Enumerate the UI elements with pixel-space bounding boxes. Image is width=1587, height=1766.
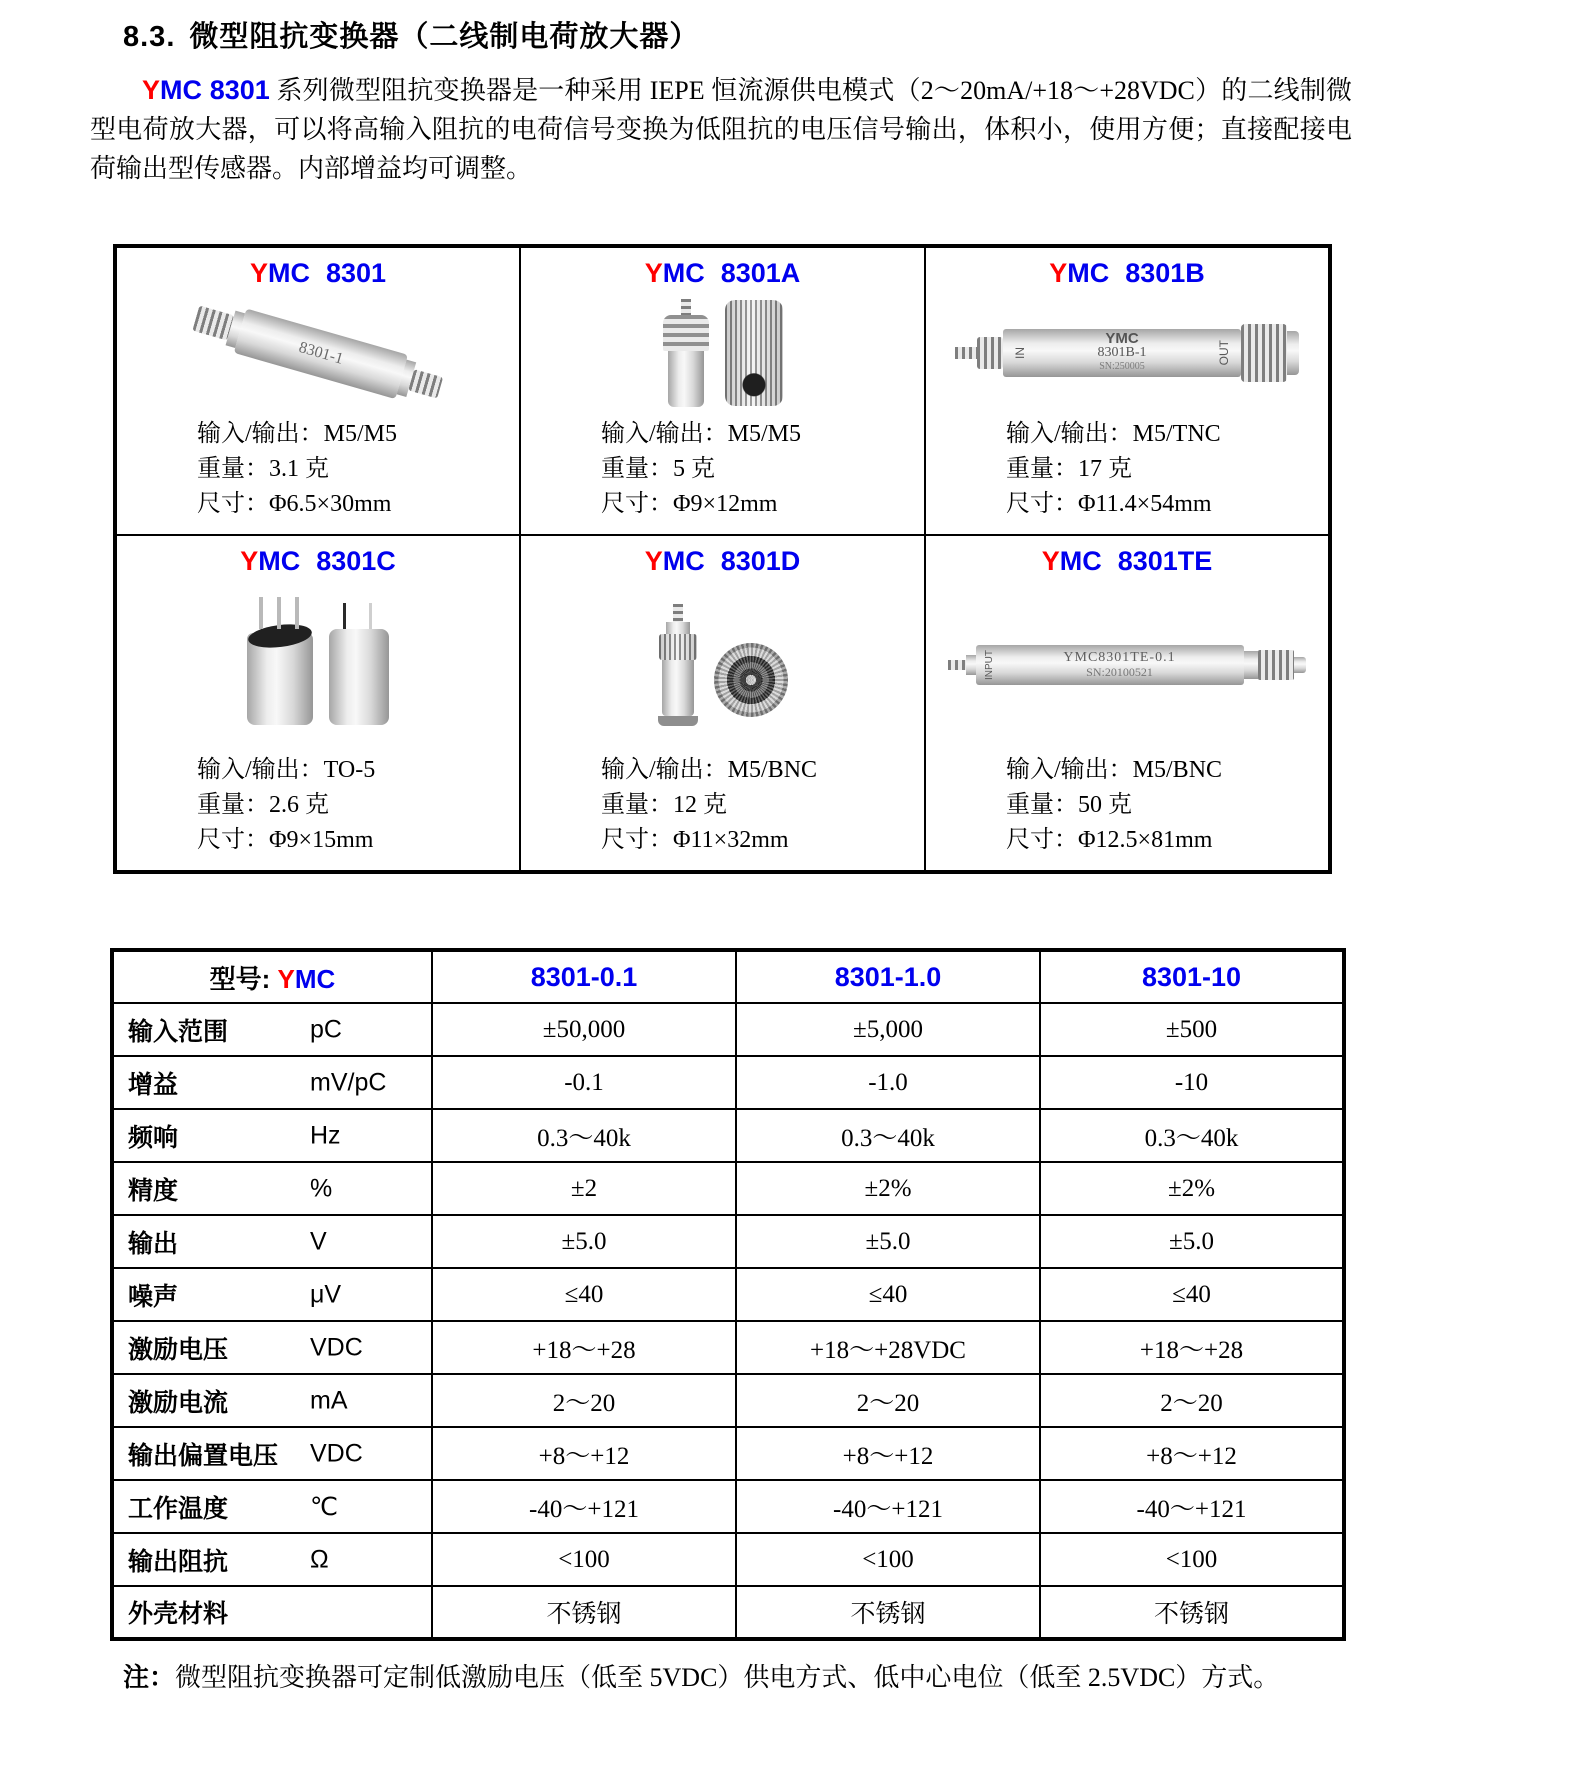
spec-value: +8～+12: [736, 1427, 1040, 1480]
spec-label: 激励电压: [128, 1335, 229, 1364]
spec-unit: ℃: [310, 1492, 339, 1521]
spec-unit: VDC: [310, 1439, 363, 1467]
spec-label: 外壳材料: [128, 1600, 229, 1628]
spec-value: 不锈钢: [736, 1586, 1040, 1639]
spec-row-excitation-voltage: [112, 1321, 1344, 1374]
spec-row-frequency: [112, 1109, 1344, 1162]
product-specs: [117, 417, 519, 534]
spec-value: +18～+28: [1040, 1321, 1344, 1374]
photo-label: 8301-1: [296, 338, 346, 368]
spec-unit: Hz: [310, 1121, 341, 1149]
product-model-8301a: [521, 248, 924, 289]
spec-size: 尺寸：Φ9×12mm: [601, 491, 778, 517]
spec-size: 尺寸：Φ6.5×30mm: [197, 491, 392, 517]
spec-weight: 重量：5 克: [601, 456, 715, 482]
spec-unit: Ω: [310, 1545, 329, 1573]
spec-label: 频响: [128, 1123, 179, 1152]
spec-label: 噪声: [128, 1282, 179, 1311]
stud-icon: [673, 604, 683, 622]
stud-icon: [955, 347, 977, 359]
spec-value: ≤40: [736, 1268, 1040, 1321]
spec-label: 输入范围: [128, 1017, 229, 1046]
footnote-text: 微型阻抗变换器可定制低激励电压（低至 5VDC）供电方式、低中心电位（低至 2.5VDC）方式。: [175, 1663, 1280, 1692]
spec-value: -40～+121: [1040, 1480, 1344, 1533]
spec-value: +18～+28: [432, 1321, 736, 1374]
bnc-connector-icon: [714, 643, 788, 717]
product-cell-8301te: [925, 535, 1330, 872]
product-specs: [521, 417, 924, 534]
spec-weight: 重量：17 克: [1006, 456, 1132, 482]
spec-value: <100: [432, 1533, 736, 1586]
spec-label: 精度: [128, 1176, 179, 1205]
model-number: 8301TE: [1117, 546, 1213, 576]
spec-io: 输入/输出：M5/BNC: [601, 757, 818, 783]
section-number: 8.3.: [123, 21, 176, 53]
spec-io: 输入/输出：M5/BNC: [1006, 757, 1223, 783]
spec-weight: 重量：2.6 克: [197, 792, 329, 818]
spec-value: 0.3～40k: [1040, 1109, 1344, 1162]
brand-y: Y: [644, 546, 663, 576]
products-table: [113, 244, 1332, 874]
product-specs: [521, 753, 924, 870]
product-photo-8301d: [521, 577, 924, 753]
photo-label-in: IN: [1013, 347, 1027, 359]
spec-value: ±5.0: [432, 1215, 736, 1268]
spec-weight: 重量：12 克: [601, 792, 727, 818]
product-specs: [926, 417, 1328, 534]
spec-label: 输出偏置电压: [128, 1441, 279, 1470]
photo-label-out: OUT: [1217, 340, 1231, 366]
photo-brand: YMC: [1105, 330, 1139, 347]
brand-mc: MC: [1067, 258, 1110, 288]
spec-unit: μV: [310, 1280, 342, 1308]
model-number: 8301A: [720, 258, 801, 288]
spec-header-model-label: 型号: YMC: [112, 950, 432, 1003]
brand-y: Y: [240, 546, 259, 576]
spec-value: ±5.0: [736, 1215, 1040, 1268]
thread-end-icon: [408, 369, 443, 398]
product-cell-8301: [115, 246, 520, 535]
spec-weight: 重量：50 克: [1006, 792, 1132, 818]
spec-row-output-impedance: [112, 1533, 1344, 1586]
spec-value: ±2%: [736, 1162, 1040, 1215]
spec-size: 尺寸：Φ11×32mm: [601, 827, 789, 853]
spec-row-noise: [112, 1268, 1344, 1321]
photo-serial: SN:20100521: [1086, 665, 1153, 679]
brand-mc: MC: [662, 258, 705, 288]
model-number: 8301C: [316, 546, 396, 576]
model-number: 8301B: [1125, 258, 1205, 288]
footnote-prefix: 注：: [123, 1663, 176, 1692]
spec-unit: mV/pC: [310, 1068, 387, 1096]
spec-io: 输入/输出：M5/M5: [601, 421, 802, 447]
spec-header-row: [112, 950, 1344, 1003]
spec-value: -10: [1040, 1056, 1344, 1109]
spec-value: -0.1: [432, 1056, 736, 1109]
spec-unit: V: [310, 1227, 327, 1255]
spec-value: 0.3～40k: [736, 1109, 1040, 1162]
spec-row-gain: [112, 1056, 1344, 1109]
spec-value: ≤40: [432, 1268, 736, 1321]
spec-row-output-bias-voltage: [112, 1427, 1344, 1480]
bnc-plug-icon: [1258, 650, 1294, 680]
product-specs: [117, 753, 519, 870]
intro-paragraph: [90, 71, 1352, 188]
product-specs: [926, 753, 1328, 870]
photo-model: YMC8301TE-0.1: [1063, 650, 1176, 665]
product-model-8301d: [521, 536, 924, 577]
spec-row-accuracy: [112, 1162, 1344, 1215]
spec-header-model-2: 8301-1.0: [736, 950, 1040, 1003]
photo-serial: SN:250005: [1099, 361, 1145, 372]
spec-unit: mA: [310, 1386, 348, 1414]
section-heading: [123, 14, 1587, 55]
footnote: [123, 1657, 1587, 1694]
spec-value: ±500: [1040, 1003, 1344, 1056]
spec-row-case-material: [112, 1586, 1344, 1639]
product-model-8301c: [117, 536, 519, 577]
spec-value: 2～20: [736, 1374, 1040, 1427]
tnc-connector-icon: [1241, 324, 1287, 382]
spec-unit: %: [310, 1174, 333, 1202]
product-model-8301b: [926, 248, 1328, 289]
photo-label-input: INPUT: [984, 650, 995, 680]
product-cell-8301b: [925, 246, 1330, 535]
spec-io: 输入/输出：M5/M5: [197, 421, 398, 447]
product-photo-8301b: [926, 289, 1328, 417]
brand-mc: MC: [267, 258, 310, 288]
spec-unit: pC: [310, 1015, 342, 1043]
spec-size: 尺寸：Φ9×15mm: [197, 827, 374, 853]
product-photo-8301te: [926, 577, 1328, 753]
spec-value: ±5.0: [1040, 1215, 1344, 1268]
spec-size: 尺寸：Φ11.4×54mm: [1006, 491, 1212, 517]
product-cell-8301d: [520, 535, 925, 872]
spec-value: 不锈钢: [1040, 1586, 1344, 1639]
spec-label: 工作温度: [128, 1494, 229, 1523]
spec-io: 输入/输出：TO-5: [197, 757, 376, 783]
spec-value: -40～+121: [432, 1480, 736, 1533]
brand-mark-y: Y: [142, 75, 161, 105]
spec-value: 不锈钢: [432, 1586, 736, 1639]
brand-mc: MC: [662, 546, 705, 576]
to5-can-icon: [247, 633, 313, 725]
model-number: 8301D: [720, 546, 801, 576]
intro-text: 系列微型阻抗变换器是一种采用 IEPE 恒流源供电模式（2～20mA/+18～+28VDC）的二线制微型电荷放大器，可以将高输入阻抗的电荷信号变换为低阻抗的电压信号输出，体积小，使用方便；直接配接电荷输出型传感器。内部增益均可调整。: [90, 76, 1353, 183]
spec-weight: 重量：3.1 克: [197, 456, 329, 482]
spec-row-operating-temperature: [112, 1480, 1344, 1533]
spec-value: +8～+12: [1040, 1427, 1344, 1480]
spec-size: 尺寸：Φ12.5×81mm: [1006, 827, 1213, 853]
brand-y: Y: [644, 258, 663, 288]
product-photo-8301a: [521, 289, 924, 417]
product-photo-8301: [117, 289, 519, 417]
spec-unit: VDC: [310, 1333, 363, 1361]
spec-value: <100: [736, 1533, 1040, 1586]
brand-mark-mc: MC 8301: [160, 75, 270, 105]
spec-row-excitation-current: [112, 1374, 1344, 1427]
spec-row-output: [112, 1215, 1344, 1268]
brand-mc: MC: [258, 546, 301, 576]
stud-icon: [681, 299, 691, 315]
spec-io: 输入/输出：M5/TNC: [1006, 421, 1221, 447]
product-model-8301: [117, 248, 519, 289]
spec-value: +8～+12: [432, 1427, 736, 1480]
spec-label: 激励电流: [128, 1388, 229, 1417]
section-title: 微型阻抗变换器（二线制电荷放大器）: [189, 21, 700, 53]
product-cell-8301a: [520, 246, 925, 535]
brand-y: Y: [249, 258, 268, 288]
stud-icon: [948, 660, 966, 670]
model-number: 8301: [325, 258, 387, 288]
plain-can-icon: [329, 629, 389, 725]
spec-value: 2～20: [432, 1374, 736, 1427]
knurled-adapter-icon: [725, 300, 783, 406]
spec-value: ≤40: [1040, 1268, 1344, 1321]
brand-y: Y: [1049, 258, 1068, 288]
spec-row-input-range: [112, 1003, 1344, 1056]
spec-table: [110, 948, 1346, 1641]
brand-mc: MC: [294, 963, 336, 994]
spec-label: 增益: [128, 1070, 179, 1099]
spec-value: ±2: [432, 1162, 736, 1215]
spec-value: <100: [1040, 1533, 1344, 1586]
spec-value: 0.3～40k: [432, 1109, 736, 1162]
spec-value: 2～20: [1040, 1374, 1344, 1427]
spec-value: -40～+121: [736, 1480, 1040, 1533]
spec-header-model-1: 8301-0.1: [432, 950, 736, 1003]
brand-y: Y: [1041, 546, 1060, 576]
brand-mc: MC: [1059, 546, 1102, 576]
product-model-8301te: [926, 536, 1328, 577]
brand-y: Y: [277, 963, 295, 994]
spec-value: ±5,000: [736, 1003, 1040, 1056]
product-cell-8301c: [115, 535, 520, 872]
spec-label: 输出: [128, 1229, 179, 1258]
spec-value: ±2%: [1040, 1162, 1344, 1215]
spec-label: 输出阻抗: [128, 1547, 229, 1576]
spec-value: ±50,000: [432, 1003, 736, 1056]
product-photo-8301c: [117, 577, 519, 753]
spec-header-model-3: 8301-10: [1040, 950, 1344, 1003]
spec-value: -1.0: [736, 1056, 1040, 1109]
spec-value: +18～+28VDC: [736, 1321, 1040, 1374]
photo-model: 8301B-1: [1097, 345, 1147, 360]
